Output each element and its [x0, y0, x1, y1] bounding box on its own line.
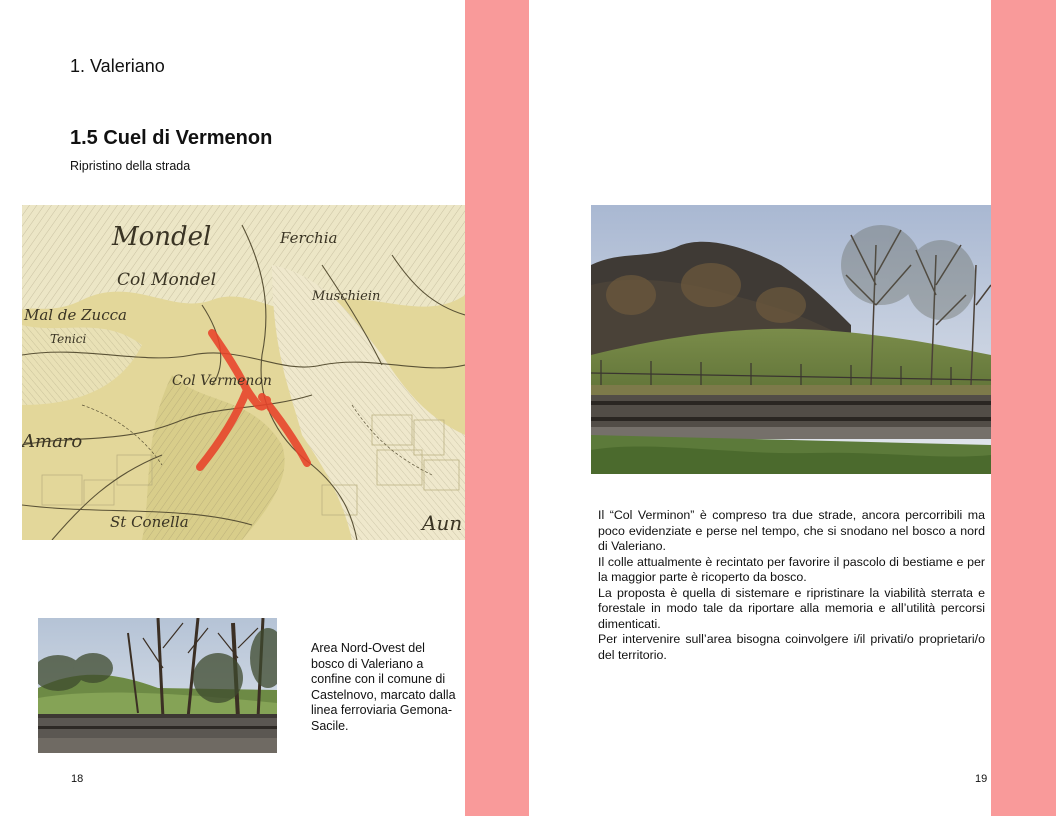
landscape-svg: [591, 205, 991, 474]
historical-map-svg: [22, 205, 465, 540]
paragraph-3: La proposta è quella di sistemare e ripristinare la viabilità sterrata e forestale in modo tale da riportare alla memoria e all’utilità percorsi dimenticati.: [598, 585, 985, 631]
description-text: [598, 508, 985, 663]
map-label-tenici: Tenici: [50, 332, 87, 346]
map-label-aun: Aun: [422, 511, 463, 535]
historical-map-image: [22, 205, 465, 540]
left-page-margin-band: [465, 0, 529, 816]
forest-railway-photo-small: [38, 618, 277, 753]
photo-caption: Area Nord-Ovest del bosco di Valeriano a confine con il comune di Castelnovo, marcato dalla linea ferroviaria Gemona-Sacile.: [311, 641, 456, 733]
page-subheading: Ripristino della strada: [70, 159, 191, 173]
page-number-left: 18: [71, 773, 84, 785]
col-verminon-landscape-photo: [591, 205, 991, 474]
map-label-col-vermenon: Col Vermenon: [172, 373, 272, 389]
section-title: 1. Valeriano: [70, 56, 165, 76]
map-label-ferchia: Ferchia: [280, 229, 338, 247]
map-label-conella: St Conella: [110, 513, 189, 531]
paragraph-4: Per intervenire sull’area bisogna coinvolgere i/il privati/o proprietari/o del territorio.: [598, 632, 985, 662]
map-label-amaro: Amaro: [22, 431, 83, 452]
map-label-mondel: Mondel: [112, 222, 212, 252]
map-label-muschiein: Muschiein: [312, 289, 381, 304]
page-number-right: 19: [975, 773, 988, 785]
map-label-zucca: Mal de Zucca: [24, 306, 127, 324]
paragraph-2: Il colle attualmente è recintato per favorire il pascolo di bestiame e per la maggior parte è ricoperto da bosco.: [598, 554, 985, 584]
forest-railway-svg-small: [38, 618, 277, 753]
right-page-margin-band: [991, 0, 1056, 816]
paragraph-1: Il “Col Verminon” è compreso tra due strade, ancora percorribili ma poco evidenziate e perse nel tempo, che si snodano nel bosco a nord di Valeriano.: [598, 508, 985, 553]
page-heading: 1.5 Cuel di Vermenon: [70, 127, 273, 149]
map-label-col-mondel: Col Mondel: [117, 270, 217, 290]
